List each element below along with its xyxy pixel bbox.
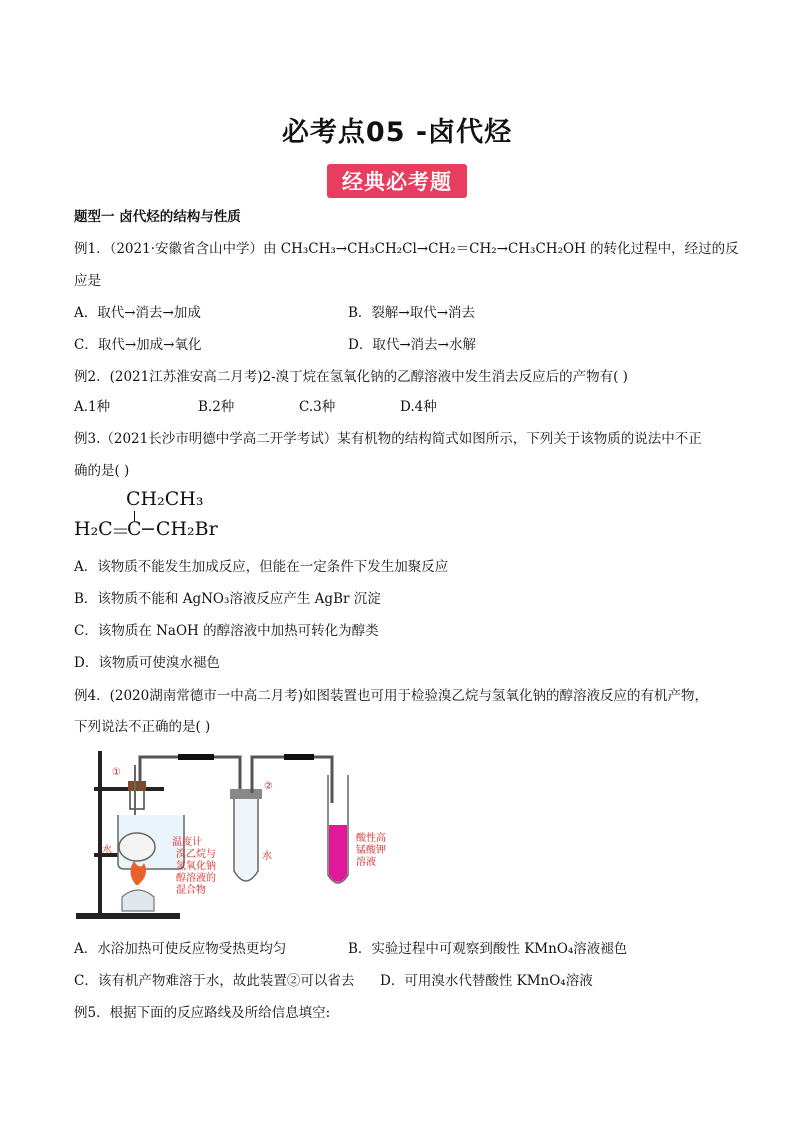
test-tube-stopper	[230, 789, 262, 799]
label-kmno4-3: 溶液	[356, 857, 376, 868]
q4-stem-line2: 下列说法不正确的是( )	[74, 719, 211, 735]
q1-chain: CH₃CH₃→CH₃CH₂Cl→CH₂＝CH₂→CH₃CH₂OH	[280, 241, 586, 257]
q2-stem: 例2．(2021江苏淮安高二月考)2-溴丁烷在氢氧化钠的乙醇溶液中发生消去反应后的产物有( )	[74, 369, 628, 385]
label-water-tube: 水	[262, 851, 272, 862]
q1-stem-line2: 应是	[74, 273, 101, 289]
q4-option-a: A．水浴加热可使反应物受热更均匀	[74, 941, 287, 957]
water-test-tube	[234, 797, 258, 881]
label-mixture-1: 溴乙烷与	[176, 849, 216, 860]
label-mixture-2: 氢氧化钠	[176, 861, 216, 872]
q3-option-c: C．该物质在 NaOH 的醇溶液中加热可转化为醇类	[74, 623, 379, 639]
section-heading: 题型一 卤代烃的结构与性质	[74, 209, 241, 225]
formula-double-bond: ＝	[111, 521, 131, 543]
q5-stem: 例5．根据下面的反应路线及所给信息填空:	[74, 1005, 331, 1021]
q4-stem-line1: 例4．(2020湖南常德市一中高二月考)如图装置也可用于检验溴乙烷与氢氧化钠的醇溶液反应的有机产物，	[74, 688, 708, 704]
q1-suffix: 的转化过程中，经过的反	[585, 241, 739, 257]
label-apparatus-1: ①	[112, 767, 121, 778]
q1-stem-line1	[74, 240, 739, 258]
q3-stem-line1: 例3.（2021长沙市明德中学高二开学考试）某有机物的结构简式如图所示，下列关于该物质的说法中不正	[74, 431, 702, 447]
q2-option-d: D.4种	[400, 399, 437, 415]
q2-option-c: C.3种	[299, 399, 336, 415]
alcohol-lamp	[122, 890, 154, 911]
q1-prefix: 例1．（2021·安徽省含山中学）由	[74, 241, 281, 257]
formula-ethyl-group: CH₂CH₃	[126, 488, 204, 510]
apparatus-figure	[74, 745, 394, 923]
label-kmno4-1: 酸性高	[356, 833, 386, 844]
formula-h2c: H₂C	[74, 518, 113, 540]
formula-ch2br: −CH₂Br	[140, 518, 218, 540]
classic-badge	[327, 164, 467, 198]
q4-option-d: D．可用溴水代替酸性 KMnO₄溶液	[380, 973, 593, 989]
q2-option-b: B.2种	[198, 399, 235, 415]
q3-option-a: A．该物质不能发生加成反应，但能在一定条件下发生加聚反应	[74, 559, 449, 575]
structural-formula	[74, 488, 254, 544]
flask-stopper	[128, 781, 146, 791]
q1-option-d: D．取代→消去→水解	[348, 337, 476, 353]
page-title: 必考点05 -卤代烃	[281, 117, 513, 148]
label-apparatus-2: ②	[264, 781, 273, 792]
q4-option-c: C．该有机产物难溶于水，故此装置②可以省去	[74, 973, 355, 989]
reaction-flask	[119, 833, 155, 861]
label-water-bath: 水	[102, 845, 112, 856]
stand-rod	[98, 751, 102, 915]
rubber-tube-2	[284, 754, 314, 760]
kmno4-solution	[329, 825, 347, 882]
rubber-tube-1	[178, 754, 214, 760]
q3-option-b: B．该物质不能和 AgNO₃溶液反应产生 AgBr 沉淀	[74, 591, 381, 607]
stand-base	[76, 913, 180, 919]
flask-neck	[130, 789, 144, 809]
label-kmno4-2: 锰酸钾	[356, 845, 386, 856]
label-mixture-3: 醇溶液的	[176, 873, 216, 884]
badge-text: 经典必考题	[342, 170, 452, 194]
q1-option-b: B．裂解→取代→消去	[348, 305, 476, 321]
q1-option-c: C．取代→加成→氧化	[74, 337, 202, 353]
label-thermometer: 温度计	[172, 837, 202, 848]
q2-option-a: A.1种	[74, 399, 111, 415]
q1-option-a: A．取代→消去→加成	[74, 305, 201, 321]
q3-stem-line2: 确的是( )	[74, 463, 130, 479]
label-mixture-4: 混合物	[176, 885, 206, 896]
q3-option-d: D．该物质可使溴水褪色	[74, 655, 220, 671]
q4-option-b: B．实验过程中可观察到酸性 KMnO₄溶液褪色	[348, 941, 628, 957]
formula-central-carbon: C	[127, 518, 142, 540]
delivery-tube-2	[252, 757, 332, 803]
